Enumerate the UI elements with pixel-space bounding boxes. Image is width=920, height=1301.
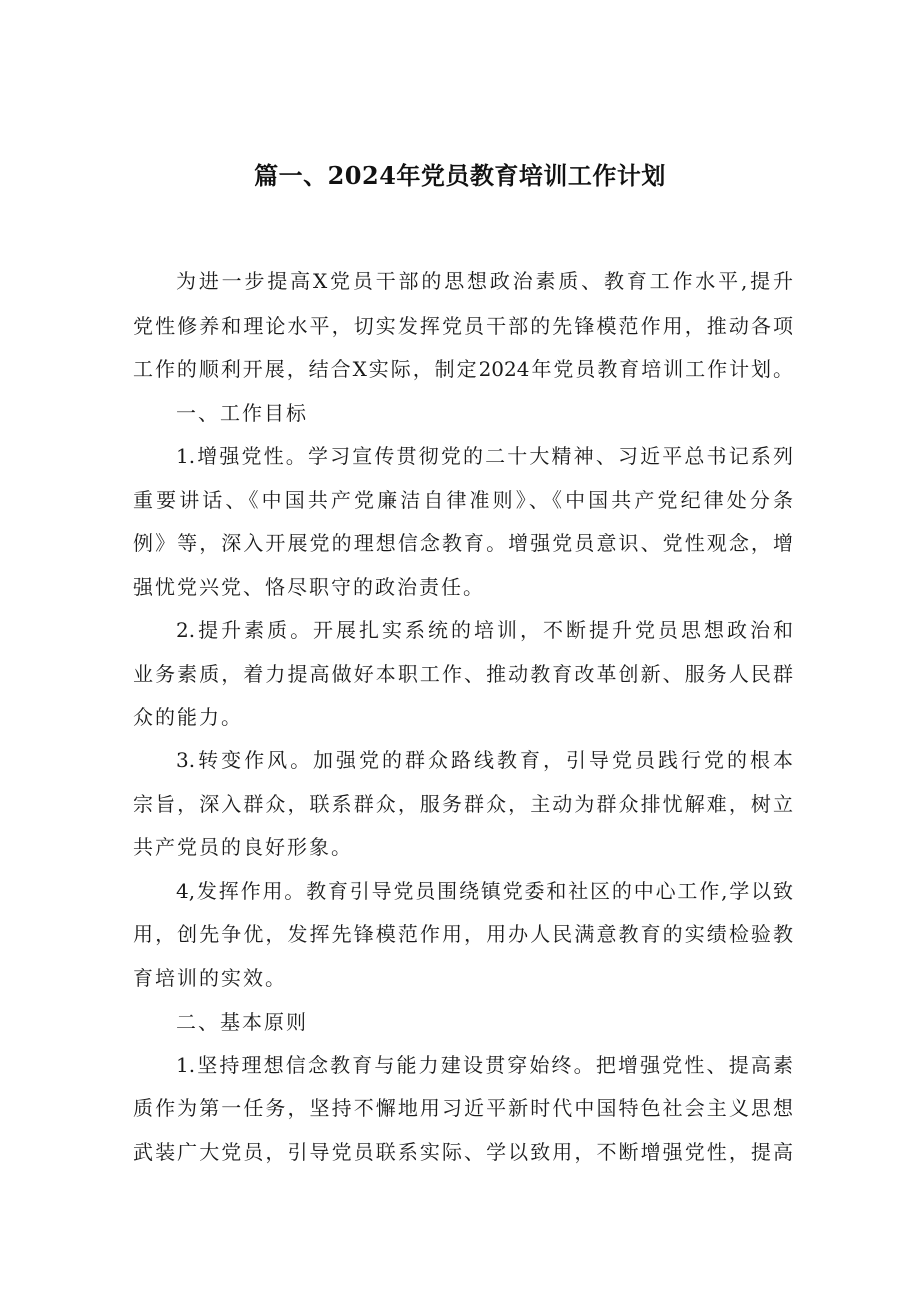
text-line: 共产党员的良好形象。: [133, 835, 353, 859]
text-line: 例》等，深入开展党的理想信念教育。增强党员意识、党性观念，增: [133, 531, 793, 555]
text-line: 1.坚持理想信念教育与能力建设贯穿始终。把增强党性、提高素: [176, 1053, 793, 1077]
text-line: 工作的顺利开展，结合X实际，制定2024年党员教育培训工作计划。: [133, 357, 793, 381]
text-line: 业务素质，着力提高做好本职工作、推动教育改革创新、服务人民群: [133, 662, 793, 686]
document-title: 篇一、2024年党员教育培训工作计划: [254, 161, 666, 190]
text-line: 1.增强党性。学习宣传贯彻党的二十大精神、习近平总书记系列: [176, 444, 793, 468]
text-line: 质作为第一任务，坚持不懈地用习近平新时代中国特色社会主义思想: [133, 1096, 793, 1120]
section-heading: 二、基本原则: [176, 1010, 308, 1034]
text-line: 强忧党兴党、恪尽职守的政治责任。: [133, 575, 485, 599]
text-line: 3.转变作风。加强党的群众路线教育，引导党员践行党的根本: [176, 748, 793, 772]
text-line: 2.提升素质。开展扎实系统的培训，不断提升党员思想政治和: [176, 618, 793, 642]
text-line: 用，创先争优，发挥先锋模范作用，用办人民满意教育的实绩检验教: [133, 922, 793, 946]
text-line: 为进一步提高X党员干部的思想政治素质、教育工作水平,提升: [176, 269, 793, 293]
text-line: 育培训的实效。: [133, 966, 287, 990]
text-line: 党性修养和理论水平，切实发挥党员干部的先锋模范作用，推动各项: [133, 314, 793, 338]
text-line: 重要讲话、《中国共产党廉洁自律准则》、《中国共产党纪律处分条: [133, 488, 793, 512]
text-line: 宗旨，深入群众，联系群众，服务群众，主动为群众排忧解难，树立: [133, 792, 793, 816]
section-heading: 一、工作目标: [176, 401, 308, 425]
text-line: 武装广大党员，引导党员联系实际、学以致用，不断增强党性，提高: [133, 1140, 793, 1164]
text-line: 众的能力。: [133, 705, 243, 729]
text-line: 4,发挥作用。教育引导党员围绕镇党委和社区的中心工作,学以致: [176, 879, 793, 903]
